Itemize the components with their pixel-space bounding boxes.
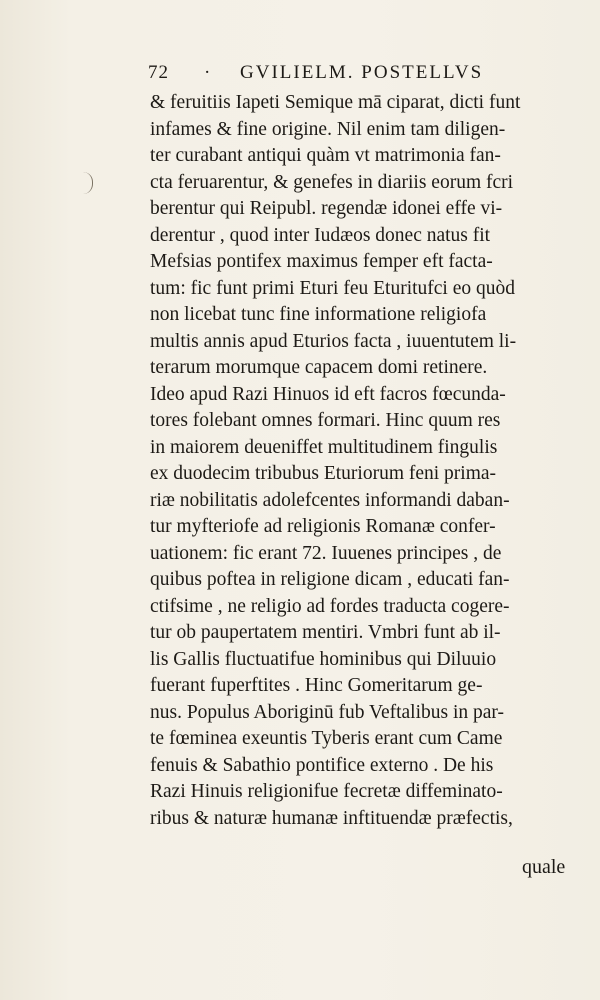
text-line: cta feruarentur, & genefes in diariis eorum fcri xyxy=(150,171,514,193)
text-line: quibus poftea in religione dicam , educati fan- xyxy=(150,569,510,590)
page-number: 72 xyxy=(148,62,169,83)
text-line: tur ob paupertatem mentiri. Vmbri funt ab il- xyxy=(150,622,501,643)
running-head: GVILIELM. POSTELLVS xyxy=(240,62,484,83)
text-line: ter curabant antiqui quàm vt matrimonia fan- xyxy=(150,145,501,166)
catchword: quale xyxy=(522,856,566,878)
text-line: fenuis & Sabathio pontifice externo . De his xyxy=(150,754,494,776)
text-line: derentur , quod inter Iudæos donec natus fit xyxy=(150,224,491,246)
running-header xyxy=(148,62,568,86)
text-line: tum: fic funt primi Eturi feu Eturitufci eo quòd xyxy=(150,277,515,299)
text-line: lis Gallis fluctuatifue hominibus qui Diluuio xyxy=(150,648,497,670)
body-text xyxy=(150,90,570,832)
text-line: multis annis apud Eturios facta , iuuentutem li- xyxy=(150,330,517,352)
text-line: & feruitiis Iapeti Semique mā ciparat, dicti funt xyxy=(150,92,521,113)
text-line: te fœminea exeuntis Tyberis erant cum Came xyxy=(150,728,503,749)
text-line: fuerant fuperftites . Hinc Gomeritarum ge- xyxy=(150,675,483,696)
text-line: Ideo apud Razi Hinuos id eft facros fœcunda- xyxy=(150,383,506,405)
text-line: non licebat tunc fine informatione religiofa xyxy=(150,304,487,325)
text-line: ribus & naturæ humanæ inftituendæ præfectis, xyxy=(150,807,513,829)
text-line: uationem: fic erant 72. Iuuenes principes , de xyxy=(150,542,502,564)
text-line: tur myfteriofe ad religionis Romanæ confer- xyxy=(150,516,496,537)
text-line: in maiorem deueniffet multitudinem fingulis xyxy=(150,436,498,458)
margin-mark xyxy=(82,172,93,194)
text-line: Razi Hinuis religionifue fecretæ diffeminato- xyxy=(150,781,503,802)
text-line: infames & fine origine. Nil enim tam diligen- xyxy=(150,118,506,140)
text-line: terarum morumque capacem domi retinere. xyxy=(150,357,488,378)
header-separator: · xyxy=(204,62,212,83)
text-line: tores folebant omnes formari. Hinc quum res xyxy=(150,410,501,431)
text-line: ctifsime , ne religio ad fordes traducta cogere- xyxy=(150,595,510,617)
text-line: nus. Populus Aboriginū fub Veftalibus in par- xyxy=(150,701,505,723)
text-line: riæ nobilitatis adolefcentes informandi daban- xyxy=(150,489,510,511)
text-line: berentur qui Reipubl. regendæ idonei effe vi- xyxy=(150,198,503,219)
text-line: Mefsias pontifex maximus femper eft facta- xyxy=(150,251,493,272)
text-line: ex duodecim tribubus Eturiorum feni prima- xyxy=(150,463,497,484)
